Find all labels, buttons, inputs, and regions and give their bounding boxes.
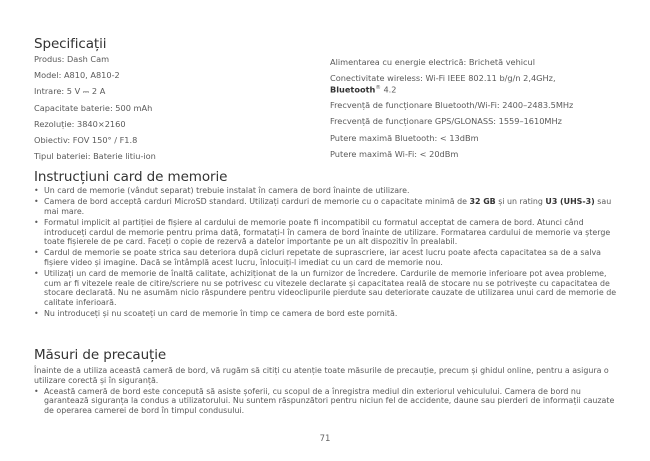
spec-product: Produs: Dash Cam: [34, 54, 110, 64]
specs-right-column: [330, 57, 620, 165]
card-heading: Instrucțiuni card de memorie: [34, 169, 228, 185]
spec-battery-capacity: Capacitate baterie: 500 mAh: [34, 102, 153, 113]
card-section: [34, 186, 618, 320]
card-item-text: Camera de bord acceptă carduri MicroSD standard. Utilizați carduri de memorie cu o capacitate minimă de: [44, 197, 470, 207]
card-item: • Nu introduceți și nu scoateți un card de memorie în timp ce camera de bord este pornită.: [34, 309, 618, 319]
card-item: • Utilizați un card de memorie de înaltă calitate, achiziționat de la un furnizor de încredere. Cardurile de memorie inferioare pot avea probleme, cum ar fi vitezele reale de citire/scriere nu se potrivesc cu vitezele declarate și capacitatea reală de stocare nu se potrivește cu capacitatea de stocare declarată. Nu ne asumăm nicio răspundere pentru videoclipurile pierdute sau deteriorate cauzate de utilizarea unui card de memorie de calitate inferioară.: [34, 269, 618, 307]
card-item-text: sau mai mare.: [44, 197, 612, 216]
spec-power-supply: Alimentarea cu energie electrică: Brichetă vehicul: [330, 57, 536, 67]
page-number: 71: [319, 434, 331, 444]
spec-wireless-text: Conectivitate wireless: Wi-Fi IEEE 802.11 b/g/n 2,4GHz,: [330, 73, 556, 84]
card-item: • Formatul implicit al partiției de fișiere al cardului de memorie poate fi incompatibil cu formatul acceptat de camera de bord. Atunci când introduceți cardul de memorie pentru prima dată, formatați-l în camera de bord înainte de utilizare. Formatarea cardului de memorie va șterge toate fișierele de pe card. Faceți o copie de rezervă a datelor importante pe un alt dispozitiv în prealabil.: [34, 218, 618, 247]
specs-left-column: [34, 54, 304, 167]
precautions-heading: Măsuri de precauție: [34, 347, 167, 363]
spec-power-wifi: Putere maximă Wi-Fi: < 20dBm: [330, 148, 459, 159]
spec-power-bluetooth: Putere maximă Bluetooth: < 13dBm: [330, 132, 479, 143]
spec-model: Model: A810, A810-2: [34, 70, 120, 81]
spec-input: Intrare: 5 V ⎓ 2 A: [34, 86, 106, 97]
spec-freq-gps: Frecvență de funcționare GPS/GLONASS: 1559–1610MHz: [330, 116, 562, 127]
precautions-intro: Înainte de a utiliza această cameră de bord, vă rugăm să citiți cu atenție toate măsurile de precauție, precum și ghidul online, pentru a asigura o utilizare corectă și în siguranță.: [34, 366, 609, 385]
spec-freq-bluetooth: Frecvență de funcționare Bluetooth/Wi-Fi: 2400–2483.5MHz: [330, 100, 574, 111]
card-capacity: 32 GB: [469, 197, 496, 207]
registered-mark: ®: [375, 85, 381, 92]
card-item: [34, 197, 618, 216]
spec-bluetooth-version: 4.2: [380, 84, 397, 95]
precautions-list: [34, 387, 618, 416]
spec-wireless: [330, 73, 620, 100]
card-item-text: și un rating: [495, 197, 546, 207]
spec-bluetooth-brand: Bluetooth: [330, 84, 376, 95]
spec-battery-type: Tipul bateriei: Baterie litiu-ion: [34, 151, 156, 162]
spec-resolution: Rezoluție: 3840×2160: [34, 118, 126, 129]
card-item: • Un card de memorie (vândut separat) trebuie instalat în camera de bord înainte de utilizare.: [34, 186, 618, 196]
precautions-item: • Această cameră de bord este concepută să asiste șoferii, cu scopul de a înregistra mediul din exteriorul vehiculului. Camera de bord nu garantează siguranța la condus a utilizatorului. Nu suntem răspunzători pentru niciun fel de accidente, daune sau pierderi de informații cauzate de operarea camerei de bord în timpul condusului.: [34, 387, 618, 416]
card-rating: U3 (UHS-3): [545, 197, 595, 207]
precautions-section: [34, 366, 618, 417]
specs-heading: Specificații: [34, 36, 107, 52]
card-item: • Cardul de memorie se poate strica sau deteriora după cicluri repetate de suprascriere, iar acest lucru poate afecta capacitatea sa de a salva fișiere video și imagine. Dacă se întâmplă acest lucru, înlocuiți-l imediat cu un card de memorie nou.: [34, 248, 618, 267]
spec-lens: Obiectiv: FOV 150° / F1.8: [34, 134, 138, 145]
card-list: [34, 186, 618, 319]
